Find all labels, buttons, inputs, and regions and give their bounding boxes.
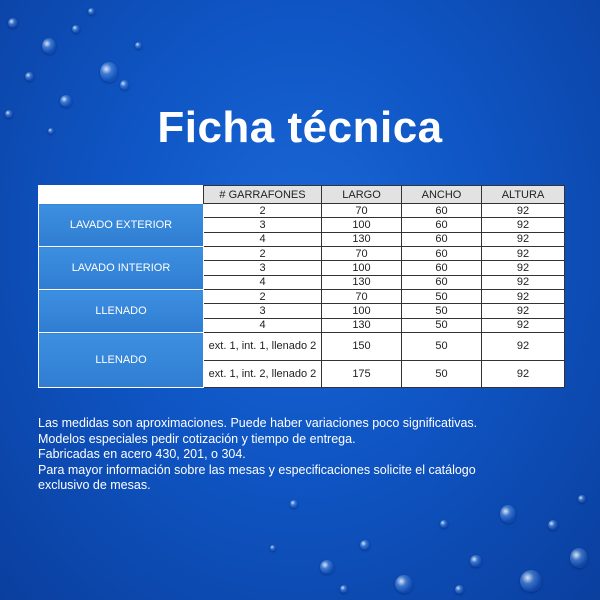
note-line: Modelos especiales pedir cotización y tiempo de entrega. — [38, 431, 356, 446]
table-cell: 92 — [482, 275, 565, 289]
table-cell: 4 — [204, 318, 322, 332]
table-cell: 60 — [402, 247, 482, 261]
column-header: ALTURA — [482, 186, 565, 204]
table-cell: 70 — [322, 204, 402, 218]
column-header: # GARRAFONES — [204, 186, 322, 204]
table-cell: 70 — [322, 247, 402, 261]
table-cell: 50 — [402, 333, 482, 361]
table-cell: 92 — [482, 290, 565, 304]
note-line: Fabricadas en acero 430, 201, o 304. — [38, 447, 246, 461]
note-line: Para mayor información sobre las mesas y especificaciones solicite el catálogo — [38, 462, 476, 477]
spec-table — [38, 185, 564, 388]
table-cell: 60 — [402, 218, 482, 232]
page-title: Ficha técnica — [157, 103, 443, 152]
table-cell: 150 — [322, 333, 402, 361]
table-cell: 92 — [482, 232, 565, 246]
column-header: ANCHO — [402, 186, 482, 204]
note-line: Las medidas son aproximaciones. Puede haber variaciones poco significativas. — [38, 416, 478, 430]
notes-text — [38, 416, 568, 494]
table-cell: 130 — [322, 275, 402, 289]
table-cell: 60 — [402, 204, 482, 218]
table-cell: 60 — [402, 232, 482, 246]
table-row — [39, 333, 565, 361]
table-cell: ext. 1, int. 2, llenado 2 — [204, 360, 322, 388]
group-label-cell: LLENADO — [39, 290, 204, 333]
table-cell: 175 — [322, 360, 402, 388]
table-cell: 2 — [204, 204, 322, 218]
group-label-cell: LAVADO INTERIOR — [39, 247, 204, 290]
group-label-cell: LAVADO EXTERIOR — [39, 204, 204, 247]
table-cell: 3 — [204, 218, 322, 232]
table-row — [39, 247, 565, 261]
table-cell: ext. 1, int. 1, llenado 2 — [204, 333, 322, 361]
table-cell: 130 — [322, 318, 402, 332]
table-cell: 70 — [322, 290, 402, 304]
table-cell: 50 — [402, 318, 482, 332]
table-cell: 130 — [322, 232, 402, 246]
table-cell: 100 — [322, 218, 402, 232]
table-cell: 100 — [322, 304, 402, 318]
table-cell: 92 — [482, 218, 565, 232]
table-cell: 2 — [204, 247, 322, 261]
table-cell: 3 — [204, 261, 322, 275]
table-row — [39, 290, 565, 304]
table-cell: 4 — [204, 275, 322, 289]
table-header-row — [39, 186, 565, 204]
table-cell: 4 — [204, 232, 322, 246]
group-label-cell: LLENADO — [39, 333, 204, 388]
table-cell: 60 — [402, 275, 482, 289]
table-cell: 92 — [482, 360, 565, 388]
table-cell: 50 — [402, 360, 482, 388]
table-cell: 2 — [204, 290, 322, 304]
table-row — [39, 204, 565, 218]
table-cell: 3 — [204, 304, 322, 318]
table-cell: 92 — [482, 247, 565, 261]
column-header: LARGO — [322, 186, 402, 204]
table-cell: 100 — [322, 261, 402, 275]
table-cell: 92 — [482, 204, 565, 218]
table-cell: 92 — [482, 318, 565, 332]
table-cell: 92 — [482, 261, 565, 275]
table-cell: 50 — [402, 290, 482, 304]
group-header-cell — [39, 186, 204, 204]
table-cell: 50 — [402, 304, 482, 318]
table-cell: 92 — [482, 304, 565, 318]
table-cell: 60 — [402, 261, 482, 275]
table-cell: 92 — [482, 333, 565, 361]
note-line: exclusivo de mesas. — [38, 478, 151, 492]
